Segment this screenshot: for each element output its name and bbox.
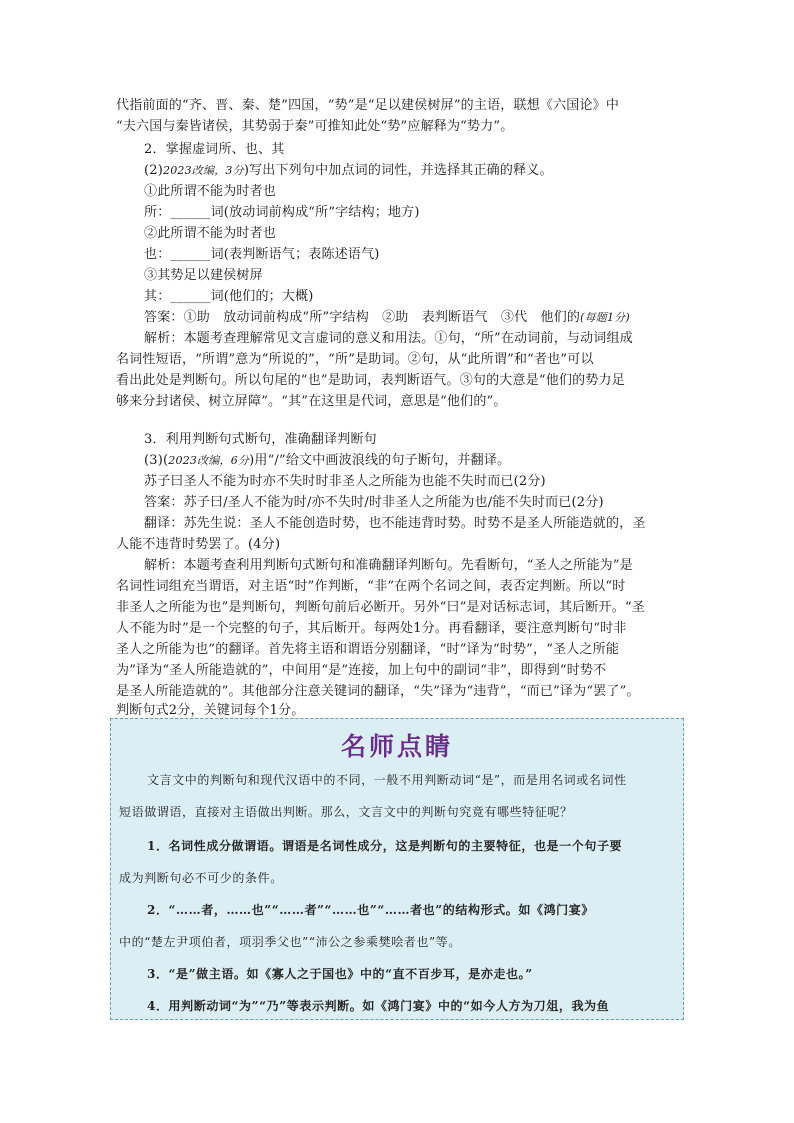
text-line: 是圣人所能造就的”。其他部分注意关键词的翻译，“失”译为“违背”，“而已”译为“罢了”。 [116,684,640,699]
tips-line: 2．“……者，……也”“……者”“……也”“……者也”的结构形式。如《鸿门宴》 [147,903,594,917]
text-line: 解析：本题考查利用判断句式断句和准确翻译判断句。先看断句，“圣人之所能为”是 [144,558,633,573]
text-line: 答案：苏子曰/圣人不能为时/亦不失时/时非圣人之所能为也/能不失时而已(2分) [144,495,604,510]
text-line: 名词性词组充当谓语，对主语“时”作判断，“非”在两个名词之间，表否定判断。所以“时 [116,579,626,594]
text-line: 圣人之所能为也”的翻译。首先将主语和谓语分别翻译，“时”译为“时势”，“圣人之所能 [116,642,620,657]
text-line: ③其势足以建侯树屏 [144,268,263,283]
question-line [144,161,689,181]
tips-line: 1．名词性成分做谓语。谓语是名词性成分，这是判断句的主要特征，也是一个句子要 [147,839,623,853]
tips-line: 短语做谓语，直接对主语做出判断。那么，文言文中的判断句究竟有哪些特征呢？ [119,805,573,819]
answer-line [144,308,689,328]
text-line: 代指前面的“齐、晋、秦、楚”四国，“势”是“足以建侯树屏”的主语，联想《六国论》中 [116,98,620,113]
text-line: ②此所谓不能为时者也 [144,226,277,241]
section-heading: 3．利用判断句式断句，准确翻译判断句 [144,432,377,447]
question-line [144,451,689,471]
text-line: 解析：本题考查理解常见文言虚词的意义和用法。①句，“所”在动词前，与动词组成 [144,331,633,346]
text-line: 人不能为时”是一个完整的句子，其后断开。每两处1分。再看翻译，要注意判断句“时非 [116,621,627,636]
tips-line: 文言文中的判断句和现代汉语中的不同，一般不用判断动词“是”，而是用名词或名词性 [147,773,627,787]
text-line: ①此所谓不能为时者也 [144,184,277,199]
tips-box [110,718,684,1020]
text-line: 看出此处是判断句。所以句尾的“也”是助词，表判断语气。③句的大意是“他们的势力足 [116,373,625,388]
text-line: 所：______词(放动词前构成“所”字结构；地方) [144,205,420,220]
question-text: )写出下列句中加点词的词性，并选择其正确的释义。 [243,163,553,178]
section-heading: 2．掌握虚词所、也、其 [144,142,285,157]
text-line: 名词性短语，“所谓”意为“所说的”，“所”是助词。②句，从“此所谓”和“者也”可以 [116,352,594,367]
question-number: (2) [144,163,164,178]
text-line: 人能不违背时势罢了。(4分) [116,537,281,552]
text-line: 也：______词(表判断语气；表陈述语气) [144,247,380,262]
question-number: (3)( [144,453,169,468]
tips-line: 成为判断句必不可少的条件。 [119,871,283,885]
text-line: 其：______词(他们的；大概) [144,289,314,304]
text-line: 够来分封诸侯、树立屏障”。“其”在这里是代词，意思是“他们的”。 [116,394,507,409]
text-line: 判断句式2分，关键词每个1分。 [116,703,305,718]
question-source: 2023改编，6分 [168,454,250,467]
score-note: (每题1分) [580,311,630,324]
text-line: 非圣人之所能为也”是判断句，判断句前后必断开。另外“曰”是对话标志词，其后断开。“圣 [116,600,645,615]
text-line: “夫六国与秦皆诸侯，其势弱于秦”可推知此处“势”应解释为“势力”。 [116,119,514,134]
answer-text: 答案：①助 放动词前构成“所”字结构 ②助 表判断语气 ③代 他们的 [144,310,581,325]
question-source: 2023改编，3分 [163,164,244,177]
question-text: )用“/”给文中画波浪线的句子断句，并翻译。 [249,453,511,468]
tips-box-title: 名师点睛 [340,732,453,761]
text-line: 为”译为“圣人所能造就的”，中间用“是”连接，加上句中的副词“非”，即得到“时势不 [116,663,607,678]
text-line: 苏子曰圣人不能为时亦不失时时非圣人之所能为也能不失时而已(2分) [144,474,546,489]
text-line: 翻译：苏先生说：圣人不能创造时势，也不能违背时势。时势不是圣人所能造就的，圣 [144,516,646,531]
tips-line: 中的“楚左尹项伯者，项羽季父也”“沛公之参乘樊哙者也”等。 [119,935,461,949]
tips-line: 3．“是”做主语。如《寡人之于国也》中的“直不百步耳，是亦走也。” [147,967,533,981]
tips-line: 4．用判断动词“为”“乃”等表示判断。如《鸿门宴》中的“如今人方为刀俎，我为鱼 [147,999,610,1013]
